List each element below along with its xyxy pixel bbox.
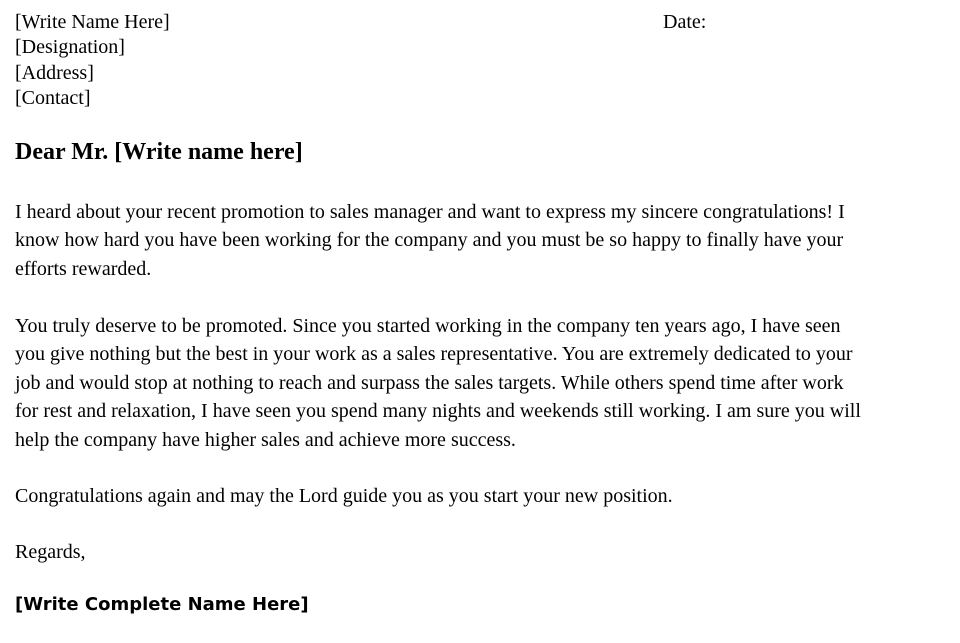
paragraph-line: help the company have higher sales and achieve more success.: [15, 428, 516, 451]
body-paragraph-2: [15, 312, 950, 454]
sender-block: [15, 10, 170, 111]
sender-designation: [Designation]: [15, 36, 125, 59]
closing: Regards,: [15, 541, 86, 563]
paragraph-line: job and would stop at nothing to reach and surpass the sales targets. While others spend time after work: [15, 371, 844, 394]
paragraph-line: I heard about your recent promotion to sales manager and want to express my sincere congratulations! I: [15, 201, 845, 223]
paragraph-line: You truly deserve to be promoted. Since you started working in the company ten years ago, I have seen: [15, 315, 841, 337]
sender-address: [Address]: [15, 61, 94, 84]
paragraph-line: for rest and relaxation, I have seen you spend many nights and weekends still working. I am sure you will: [15, 400, 861, 423]
body-paragraph-3: [15, 482, 950, 510]
paragraph-line: Congratulations again and may the Lord guide you as you start your new position.: [15, 485, 673, 507]
paragraph-line: you give nothing but the best in your work as a sales representative. You are extremely dedicated to your: [15, 343, 853, 366]
sender-contact: [Contact]: [15, 86, 91, 109]
salutation: Dear Mr. [Write name here]: [15, 139, 303, 165]
date-label: Date:: [663, 11, 707, 33]
paragraph-line: efforts rewarded.: [15, 257, 152, 280]
body-paragraph-1: [15, 198, 950, 283]
paragraph-line: know how hard you have been working for the company and you must be so happy to finally have your: [15, 229, 844, 252]
sender-name: [Write Name Here]: [15, 11, 170, 33]
signature: [Write Complete Name Here]: [15, 594, 309, 615]
